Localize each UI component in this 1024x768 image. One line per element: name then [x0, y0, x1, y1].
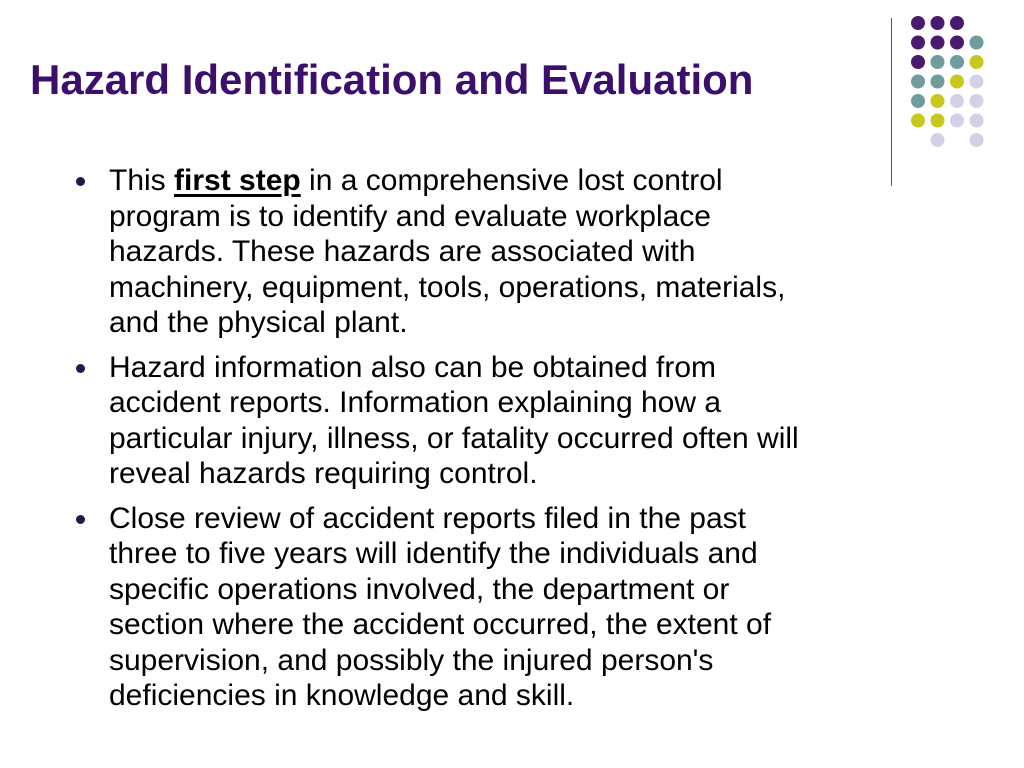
decorative-dot — [911, 16, 925, 30]
bullet-dot-icon — [76, 364, 85, 373]
decorative-dot — [931, 114, 945, 128]
decorative-dot — [931, 94, 945, 108]
bullet-line: and the physical plant. — [109, 306, 408, 339]
bullet-line: supervision, and possibly the injured person's — [109, 643, 714, 677]
emphasized-text: first step — [174, 164, 301, 197]
decorative-dot — [911, 94, 925, 108]
bullet-line: reveal hazards requiring control. — [109, 457, 538, 490]
bullet-dot-icon — [76, 515, 85, 524]
bullet-line: hazards. These hazards are associated with — [109, 235, 696, 268]
decorative-dot — [950, 55, 964, 69]
bullet-line: machinery, equipment, tools, operations, materials, — [109, 270, 786, 304]
bullet-text: in a comprehensive lost control — [300, 164, 723, 197]
bullet-text: This — [109, 164, 175, 197]
bullet-item — [72, 163, 972, 341]
bullet-dot-icon — [76, 177, 85, 186]
bullet-line: program is to identify and evaluate workplace — [109, 199, 711, 233]
decorative-dot — [970, 114, 984, 128]
decorative-dot — [911, 36, 925, 50]
bullet-line — [109, 163, 972, 199]
bullet-list — [72, 163, 972, 723]
decorative-dot — [931, 75, 945, 89]
decorative-dot — [911, 114, 925, 128]
decorative-dot — [931, 133, 945, 147]
title-divider — [891, 18, 892, 186]
bullet-line: deficiencies in knowledge and skill. — [109, 679, 575, 712]
bullet-line: accident reports. Information explaining how a — [109, 386, 722, 419]
bullet-line: Hazard information also can be obtained from — [109, 350, 717, 384]
decorative-dot — [950, 16, 964, 30]
bullet-line: specific operations involved, the department or — [109, 572, 730, 606]
bullet-item — [72, 350, 972, 492]
decorative-dot — [950, 75, 964, 89]
decorative-dot — [931, 16, 945, 30]
decorative-dot — [911, 55, 925, 69]
decorative-dot — [970, 94, 984, 108]
decorative-dot — [970, 36, 984, 50]
decorative-dot — [950, 94, 964, 108]
slide-title: Hazard Identification and Evaluation — [30, 56, 754, 103]
decorative-dot — [970, 55, 984, 69]
decorative-dot — [970, 75, 984, 89]
bullet-item — [72, 501, 972, 714]
bullet-line: section where the accident occurred, the extent of — [109, 608, 772, 641]
decorative-dot — [970, 133, 984, 147]
bullet-line: particular injury, illness, or fatality occurred often will — [109, 421, 799, 455]
bullet-line: three to five years will identify the individuals and — [109, 537, 758, 570]
decorative-dot — [931, 36, 945, 50]
decorative-dot — [950, 114, 964, 128]
bullet-line: Close review of accident reports filed in the past — [109, 501, 746, 535]
decorative-dot — [950, 36, 964, 50]
decorative-dot — [911, 75, 925, 89]
decorative-dot — [931, 55, 945, 69]
